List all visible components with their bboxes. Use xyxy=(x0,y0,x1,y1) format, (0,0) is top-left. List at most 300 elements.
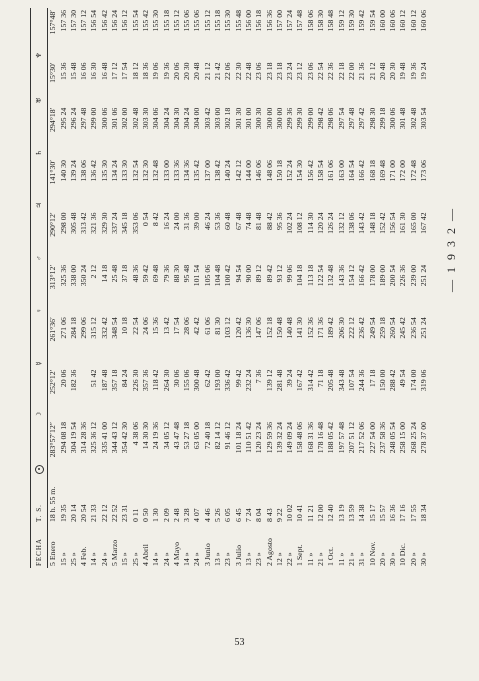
cell-uranus: 22 30 xyxy=(233,62,243,81)
cell-mars: 81 48 xyxy=(254,212,264,230)
table-row xyxy=(368,8,378,568)
cell-sun: 158 48 06 xyxy=(295,422,305,454)
cell-fecha: 4 Mayo xyxy=(171,541,181,566)
cell-ts: 3 28 xyxy=(182,508,192,522)
cell-mercury: 259 18 xyxy=(377,317,387,339)
cell-venus: 59 42 xyxy=(140,264,150,283)
cell-ts: 15 57 xyxy=(377,504,387,522)
cell-mars: 148 18 xyxy=(367,212,377,234)
cell-moon: 300 48 xyxy=(192,369,202,392)
cell-jupiter: 166 42 xyxy=(357,160,367,182)
cell-mercury: 103 12 xyxy=(223,317,233,339)
cell-fecha: 13 » xyxy=(243,552,253,566)
cell-ts: 15 17 xyxy=(367,504,377,522)
cell-mercury: 206 30 xyxy=(336,317,346,339)
cell-sun: 43 47 48 xyxy=(171,422,181,450)
cell-mercury: 22 54 xyxy=(130,317,140,335)
cell-moon: 7 36 xyxy=(254,369,264,384)
cell-moon: 71 18 xyxy=(316,369,326,388)
cell-ts: 14 38 xyxy=(357,504,367,522)
cell-fecha: 25 » xyxy=(68,552,78,566)
table-row xyxy=(120,8,130,568)
cell-uranus: 15 36 xyxy=(58,62,68,81)
cell-fecha: 30 » xyxy=(388,552,398,566)
cell-mercury: 260 54 xyxy=(388,317,398,339)
cell-ts: 19 35 xyxy=(58,504,68,522)
cell-jupiter: 140 24 xyxy=(223,160,233,182)
table-row xyxy=(337,8,347,568)
cell-mars: 108 12 xyxy=(295,212,305,234)
cell-jupiter: 136 42 xyxy=(89,160,99,182)
cell-jupiter: 152 24 xyxy=(285,160,295,182)
cell-moon: 167 42 xyxy=(295,369,305,392)
cell-sun: 207 51 12 xyxy=(346,422,356,454)
cell-uranus: 22 06 xyxy=(223,62,233,81)
cell-ts: 4 46 xyxy=(202,508,212,522)
cell-uranus: 19 06 xyxy=(151,62,161,81)
table-row xyxy=(141,8,151,568)
cell-uranus: 18 36 xyxy=(140,62,150,81)
cell-fecha: 22 » xyxy=(285,552,295,566)
cell-ts: 13 59 xyxy=(346,504,356,522)
cell-fecha: 1 Sept. xyxy=(295,544,305,566)
cell-sun: 217 52 06 xyxy=(357,422,367,454)
cell-fecha: 14 » xyxy=(182,552,192,566)
cell-saturn: 304 00 xyxy=(192,107,202,130)
cell-sun: 258 15 00 xyxy=(398,422,408,454)
cell-mercury: 150 48 xyxy=(274,317,284,339)
cell-neptune: 159 30 xyxy=(346,10,356,32)
cell-mars: 305 48 xyxy=(68,212,78,234)
cell-venus: 154 12 xyxy=(346,264,356,287)
cell-venus: 25 48 xyxy=(110,264,120,283)
cell-ts: 21 33 xyxy=(89,504,99,522)
cell-saturn: 302 48 xyxy=(408,107,418,130)
table-row xyxy=(285,8,295,568)
cell-sun: 110 51 42 xyxy=(243,422,253,453)
cell-venus: 313°12′ xyxy=(48,264,58,290)
cell-saturn: 298 42 xyxy=(316,107,326,130)
cell-uranus: 23 18 xyxy=(264,62,274,81)
cell-mars: 313 42 xyxy=(79,212,89,234)
cell-jupiter: 132 30 xyxy=(140,160,150,182)
cell-saturn: 297 48 xyxy=(79,107,89,130)
cell-jupiter: 134 36 xyxy=(182,160,192,182)
column-header-jupiter: ♃ xyxy=(31,158,48,210)
cell-mars: 8 42 xyxy=(151,212,161,227)
cell-neptune: 155 12 xyxy=(202,10,212,32)
cell-saturn: 301 06 xyxy=(110,107,120,130)
cell-saturn: 303 42 xyxy=(202,107,212,130)
cell-saturn: 303 54 xyxy=(418,107,428,130)
cell-mercury: 10 18 xyxy=(120,317,130,335)
cell-neptune: 158 30 xyxy=(316,10,326,32)
cell-saturn: 297 48 xyxy=(346,107,356,130)
cell-moon: 357 36 xyxy=(140,369,150,392)
cell-jupiter: 148 06 xyxy=(264,160,274,182)
cell-neptune: 157 12 xyxy=(79,10,89,32)
cell-ts: 2 09 xyxy=(161,508,171,522)
cell-fecha: 15 » xyxy=(58,552,68,566)
cell-uranus: 21 42 xyxy=(213,62,223,81)
cell-saturn: 300 06 xyxy=(388,107,398,130)
cell-saturn: 304 30 xyxy=(171,107,181,130)
cell-saturn: 304 24 xyxy=(182,107,192,130)
cell-uranus: 17 12 xyxy=(110,62,120,81)
cell-jupiter: 171 00 xyxy=(388,160,398,182)
cell-fecha: 2 Agosto xyxy=(264,538,274,566)
cell-saturn: 303 00 xyxy=(213,107,223,130)
cell-moon: 49 54 xyxy=(398,369,408,388)
cell-moon: 357 18 xyxy=(110,369,120,392)
cell-moon: 336 42 xyxy=(223,369,233,392)
cell-mercury: 17 54 xyxy=(171,317,181,335)
cell-mars: 329 30 xyxy=(99,212,109,234)
cell-uranus: 22 00 xyxy=(346,62,356,81)
cell-jupiter: 134 24 xyxy=(110,160,120,182)
cell-ts: 18 h. 55 m. xyxy=(48,486,58,522)
cell-venus: 89 42 xyxy=(264,264,274,283)
cell-uranus: 15 48 xyxy=(68,62,78,81)
cell-mercury: 171 36 xyxy=(316,317,326,339)
ephemeris-table xyxy=(30,8,429,568)
cell-saturn: 294°18′ xyxy=(48,107,58,132)
cell-neptune: 155 18 xyxy=(213,10,223,32)
cell-fecha: 4 Abril xyxy=(140,544,150,566)
cell-uranus: 18 12 xyxy=(130,62,140,81)
cell-uranus: 23 12 xyxy=(295,62,305,81)
cell-venus: 100 42 xyxy=(223,264,233,287)
table-row xyxy=(182,8,192,568)
cell-moon: 20 06 xyxy=(58,369,68,388)
cell-mercury: 13 42 xyxy=(161,317,171,335)
cell-moon: 99 42 xyxy=(233,369,243,388)
cell-moon: 193 00 xyxy=(213,369,223,392)
cell-neptune: 159 12 xyxy=(336,10,346,32)
cell-mars: 161 30 xyxy=(398,212,408,234)
cell-fecha: 10 Dic. xyxy=(398,543,408,566)
table-row xyxy=(234,8,244,568)
cell-mercury: 299 06 xyxy=(79,317,89,339)
cell-uranus: 19 36 xyxy=(408,62,418,81)
cell-mercury: 189 42 xyxy=(326,317,336,339)
cell-mars: 290°12′ xyxy=(48,212,58,237)
cell-jupiter: 146 06 xyxy=(254,160,264,182)
cell-moon: 319 06 xyxy=(418,369,428,392)
cell-neptune: 156 18 xyxy=(254,10,264,32)
cell-neptune: 155 48 xyxy=(233,10,243,32)
cell-neptune: 155 06 xyxy=(192,10,202,32)
cell-uranus: 21 12 xyxy=(202,62,212,81)
cell-fecha: 25 » xyxy=(130,552,140,566)
table-row xyxy=(398,8,408,568)
cell-neptune: 155 42 xyxy=(140,10,150,32)
cell-venus: 88 30 xyxy=(171,264,181,283)
cell-uranus: 22 48 xyxy=(243,62,253,81)
cell-jupiter: 133 36 xyxy=(171,160,181,182)
cell-uranus: 20 30 xyxy=(388,62,398,81)
cell-mercury: 152 36 xyxy=(305,317,315,339)
cell-sun: 72 40 18 xyxy=(202,422,212,450)
cell-sun: 24 19 36 xyxy=(151,422,161,450)
cell-jupiter: 154 30 xyxy=(295,160,305,182)
table-row xyxy=(357,8,367,568)
cell-uranus: 19 48 xyxy=(398,62,408,81)
table-row xyxy=(131,8,141,568)
cell-sun: 237 58 36 xyxy=(377,422,387,454)
cell-ts: 10 41 xyxy=(295,504,305,522)
cell-mars: 24 00 xyxy=(171,212,181,230)
cell-ts: 8 04 xyxy=(254,508,264,522)
cell-mars: 74 48 xyxy=(243,212,253,230)
cell-mercury: 147 06 xyxy=(254,317,264,339)
cell-saturn: 299 36 xyxy=(285,107,295,130)
table-row xyxy=(100,8,110,568)
cell-sun: 34 05 12 xyxy=(161,422,171,450)
cell-sun: 4 38 06 xyxy=(130,422,140,446)
cell-saturn: 304 06 xyxy=(151,107,161,130)
cell-fecha: 1 Oct. xyxy=(326,546,336,566)
cell-sun: 82 14 12 xyxy=(213,422,223,450)
cell-moon: 232 24 xyxy=(243,369,253,392)
cell-fecha: 20 » xyxy=(408,552,418,566)
cell-sun: 335 41 00 xyxy=(99,422,109,454)
cell-neptune: 157 00 xyxy=(274,10,284,32)
cell-saturn: 300 00 xyxy=(264,107,274,130)
cell-mars: 120 24 xyxy=(316,212,326,234)
cell-moon: 182 36 xyxy=(68,369,78,392)
table-row xyxy=(316,8,326,568)
cell-neptune: 156 36 xyxy=(264,10,274,32)
cell-moon: 39 24 xyxy=(285,369,295,388)
cell-mars: 126 24 xyxy=(326,212,336,234)
table-row xyxy=(419,8,429,568)
table-row xyxy=(172,8,182,568)
cell-saturn: 299 00 xyxy=(305,107,315,130)
cell-venus: 113 18 xyxy=(305,264,315,286)
cell-jupiter: 164 54 xyxy=(346,160,356,182)
cell-mars: 143 42 xyxy=(357,212,367,234)
cell-venus: 178 00 xyxy=(367,264,377,287)
cell-moon: 252°12′ xyxy=(48,369,58,394)
cell-venus: 101 54 xyxy=(192,264,202,287)
cell-sun: 294 08 18 xyxy=(58,422,68,454)
cell-uranus: 19 36 xyxy=(161,62,171,81)
cell-sun: 14 30 30 xyxy=(140,422,150,450)
cell-venus: 90 00 xyxy=(243,264,253,283)
rotated-table-container xyxy=(30,8,430,568)
cell-saturn: 297 54 xyxy=(336,107,346,130)
cell-jupiter: 144 00 xyxy=(243,160,253,182)
cell-fecha: 21 » xyxy=(346,552,356,566)
page-number: 53 xyxy=(234,637,245,648)
column-header-saturn: ♄ xyxy=(31,106,48,158)
cell-saturn: 299 30 xyxy=(295,107,305,130)
cell-mercury: 24 06 xyxy=(140,317,150,335)
cell-neptune: 157 36 xyxy=(58,10,68,32)
cell-mercury: 141 30 xyxy=(295,317,305,339)
cell-neptune: 157 48 xyxy=(295,10,305,32)
table-row xyxy=(275,8,285,568)
cell-jupiter: 138 06 xyxy=(79,160,89,182)
cell-mars: 345 18 xyxy=(120,212,130,234)
cell-venus: 132 48 xyxy=(326,264,336,287)
cell-saturn: 298 06 xyxy=(326,107,336,130)
cell-neptune: 156 12 xyxy=(120,10,130,32)
cell-uranus: 22 18 xyxy=(336,62,346,81)
cell-ts: 7 24 xyxy=(243,508,253,522)
cell-fecha: 5 Enero xyxy=(48,541,58,566)
cell-venus: 2 12 xyxy=(89,264,99,279)
cell-mercury: 315 12 xyxy=(89,317,99,339)
cell-saturn: 298 30 xyxy=(367,107,377,130)
table-row xyxy=(151,8,161,568)
cell-jupiter: 132 48 xyxy=(151,160,161,182)
table-row xyxy=(213,8,223,568)
cell-mercury: 245 42 xyxy=(398,317,408,339)
cell-moon: 187 48 xyxy=(99,369,109,392)
table-row xyxy=(203,8,213,568)
cell-jupiter: 135 30 xyxy=(99,160,109,182)
cell-saturn: 300 30 xyxy=(254,107,264,130)
cell-uranus: 19 24 xyxy=(418,62,428,81)
cell-jupiter: 138 42 xyxy=(213,160,223,182)
cell-mercury: 42 42 xyxy=(192,317,202,335)
cell-neptune: 157°48′ xyxy=(48,10,58,35)
cell-moon: 226 30 xyxy=(130,369,140,392)
cell-sun: 63 05 00 xyxy=(192,422,202,450)
cell-sun: 325 36 12 xyxy=(89,422,99,454)
cell-mercury: 81 30 xyxy=(213,317,223,335)
cell-jupiter: 163 00 xyxy=(336,160,346,182)
cell-uranus: 21 12 xyxy=(367,62,377,81)
cell-ts: 12 40 xyxy=(326,504,336,522)
cell-sun: 248 05 54 xyxy=(388,422,398,454)
table-row xyxy=(79,8,89,568)
cell-ts: 22 12 xyxy=(99,504,109,522)
table-row xyxy=(69,8,79,568)
cell-neptune: 160 06 xyxy=(418,10,428,32)
cell-jupiter: 135 42 xyxy=(192,160,202,182)
cell-venus: 99 06 xyxy=(285,264,295,283)
cell-ts: 5 26 xyxy=(213,508,223,522)
table-row xyxy=(59,8,69,568)
cell-ts: 6 05 xyxy=(223,508,233,522)
cell-venus: 350 24 xyxy=(79,264,89,287)
cell-mercury: 28 06 xyxy=(182,317,192,335)
cell-mars: 138 06 xyxy=(346,212,356,234)
cell-venus: 166 42 xyxy=(357,264,367,287)
cell-jupiter: 168 18 xyxy=(367,160,377,182)
cell-mars: 102 24 xyxy=(285,212,295,234)
cell-fecha: 11 » xyxy=(305,552,315,566)
cell-neptune: 158 06 xyxy=(305,10,315,32)
cell-mercury: 236 42 xyxy=(357,317,367,339)
cell-jupiter: 158 54 xyxy=(316,160,326,182)
table-row xyxy=(110,8,120,568)
cell-mercury: 261°36′ xyxy=(48,317,58,342)
cell-venus: 69 48 xyxy=(151,264,161,283)
cell-fecha: 5 Marzo xyxy=(110,539,120,566)
cell-fecha: 30 » xyxy=(418,552,428,566)
table-row xyxy=(254,8,264,568)
column-header-mercury: ☿ xyxy=(31,315,48,367)
cell-venus: 226 36 xyxy=(398,264,408,287)
cell-moon: 174 00 xyxy=(408,369,418,392)
cell-sun: 168 31 36 xyxy=(305,422,315,454)
cell-fecha: 31 » xyxy=(357,552,367,566)
table-row xyxy=(347,8,357,568)
table-row xyxy=(244,8,254,568)
cell-moon: 205 48 xyxy=(326,369,336,392)
cell-fecha: 10 Nov. xyxy=(367,541,377,566)
cell-saturn: 302 18 xyxy=(223,107,233,130)
cell-venus: 93 12 xyxy=(274,264,284,283)
cell-fecha: 20 » xyxy=(377,552,387,566)
cell-fecha: 24 » xyxy=(99,552,109,566)
cell-ts: 4 07 xyxy=(192,508,202,522)
cell-ts: 16 36 xyxy=(388,504,398,522)
cell-jupiter: 173 06 xyxy=(418,160,428,182)
cell-jupiter: 133 30 xyxy=(120,160,130,182)
page-title: — 1 9 3 2 — xyxy=(444,207,458,292)
table-row xyxy=(295,8,305,568)
cell-neptune: 155 12 xyxy=(171,10,181,32)
cell-sun: 344 43 12 xyxy=(110,422,120,454)
cell-uranus: 16 30 xyxy=(89,62,99,81)
cell-moon: 17 18 xyxy=(367,369,377,388)
cell-mars: 31 36 xyxy=(182,212,192,230)
cell-fecha: 4 Feb. xyxy=(79,546,89,566)
cell-mercury: 152 18 xyxy=(264,317,274,339)
cell-venus: 48 36 xyxy=(130,264,140,283)
cell-fecha: 24 » xyxy=(192,552,202,566)
cell-fecha: 21 » xyxy=(316,552,326,566)
cell-uranus: 23 24 xyxy=(285,62,295,81)
column-header-uranus: ♅ xyxy=(31,60,48,105)
table-row xyxy=(409,8,419,568)
cell-mercury: 120 42 xyxy=(233,317,243,339)
cell-venus: 325 36 xyxy=(58,264,68,287)
cell-sun: 101 18 24 xyxy=(233,422,243,454)
cell-neptune: 157 24 xyxy=(285,10,295,32)
cell-mars: 353 06 xyxy=(130,212,140,234)
cell-fecha: 12 » xyxy=(274,552,284,566)
cell-fecha: 3 Julio xyxy=(233,544,243,566)
table-row xyxy=(192,8,202,568)
cell-sun: 53 27 18 xyxy=(182,422,192,450)
cell-jupiter: 172 48 xyxy=(408,160,418,182)
table-row xyxy=(89,8,99,568)
cell-fecha: 14 » xyxy=(151,552,161,566)
cell-fecha: 24 » xyxy=(161,552,171,566)
cell-venus: 14 18 xyxy=(99,264,109,283)
cell-moon: 150 00 xyxy=(377,369,387,392)
cell-sun: 268 25 24 xyxy=(408,422,418,454)
cell-saturn: 301 30 xyxy=(233,107,243,130)
cell-neptune: 160 00 xyxy=(377,10,387,32)
cell-ts: 6 45 xyxy=(233,508,243,522)
cell-fecha: 13 » xyxy=(213,552,223,566)
cell-jupiter: 132 54 xyxy=(130,160,140,182)
cell-fecha: 23 » xyxy=(254,552,264,566)
cell-saturn: 297 42 xyxy=(357,107,367,130)
cell-mars: 152 42 xyxy=(377,212,387,234)
cell-ts: 0 11 xyxy=(130,508,140,522)
cell-neptune: 156 24 xyxy=(110,10,120,32)
cell-fecha: 23 » xyxy=(223,552,233,566)
cell-uranus: 20 48 xyxy=(377,62,387,81)
